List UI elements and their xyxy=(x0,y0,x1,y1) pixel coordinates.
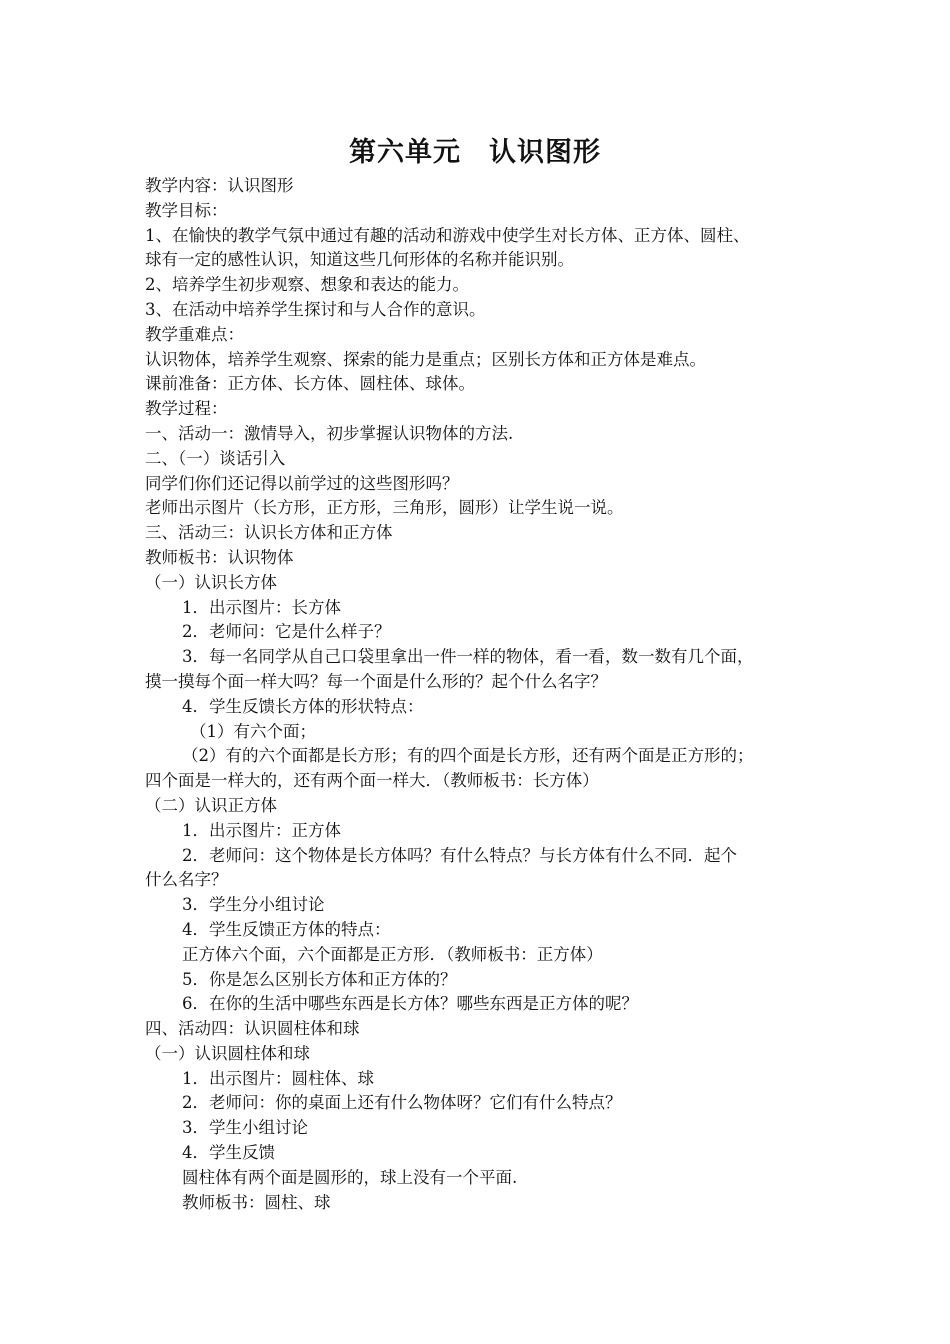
text-line: 教学过程： xyxy=(145,399,228,419)
text-line: 教学目标： xyxy=(145,200,228,220)
text-line: 教学重难点： xyxy=(145,324,244,344)
text-line: 1．出示图片：长方体 xyxy=(182,597,341,617)
text-line: 教学内容：认识图形 xyxy=(145,176,294,195)
text-line: 四个面是一样大的，还有两个面一样大．（教师板书：长方体） xyxy=(145,771,599,791)
section-heading: （一）认识圆柱体和球 xyxy=(145,1043,310,1063)
text-line: 一、活动一：激情导入，初步掌握认识物体的方法. xyxy=(145,423,514,443)
text-line: 3．学生分小组讨论 xyxy=(182,895,325,915)
text-line: （1）有六个面； xyxy=(190,721,316,741)
text-line: 4．学生反馈 xyxy=(182,1143,275,1163)
text-line: 什么名字？ xyxy=(145,870,228,890)
text-line: 4．学生反馈长方体的形状特点： xyxy=(182,696,424,716)
text-line: 2．老师问：它是什么样子？ xyxy=(182,622,391,642)
section-heading: （二）认识正方体 xyxy=(145,795,277,815)
text-line: 同学们你们还记得以前学过的这些图形吗？ xyxy=(145,473,459,493)
text-line: 3．每一名同学从自己口袋里拿出一件一样的物体，看一看，数一数有几个面， xyxy=(182,647,754,667)
text-line: 二、（一）谈话引入 xyxy=(145,448,286,468)
text-line: 四、活动四：认识圆柱体和球 xyxy=(145,1019,360,1039)
text-line: 摸一摸每个面一样大吗？每一个面是什么形的？起个什么名字？ xyxy=(145,671,607,691)
text-line: 教师板书：认识物体 xyxy=(145,547,294,567)
text-line: 老师出示图片（长方形，正方形，三角形，圆形）让学生说一说。 xyxy=(145,498,624,518)
text-line: 三、活动三：认识长方体和正方体 xyxy=(145,523,393,543)
text-line: 2．老师问：你的桌面上还有什么物体呀？它们有什么特点？ xyxy=(182,1093,622,1113)
text-line: 3、在活动中培养学生探讨和与人合作的意识。 xyxy=(145,299,486,319)
text-line: 1．出示图片：正方体 xyxy=(182,820,341,840)
text-line: 5．你是怎么区别长方体和正方体的？ xyxy=(182,969,457,989)
text-line: 认识物体，培养学生观察、探索的能力是重点；区别长方体和正方体是难点。 xyxy=(145,349,706,369)
text-line: 正方体六个面，六个面都是正方形．（教师板书：正方体） xyxy=(182,944,603,964)
text-line: 教师板书：圆柱、球 xyxy=(182,1192,331,1212)
text-line: 1．出示图片：圆柱体、球 xyxy=(182,1068,374,1088)
text-line: （2）有的六个面都是长方形；有的四个面是长方形，还有两个面是正方形的； xyxy=(182,746,754,766)
text-line: 球有一定的感性认识，知道这些几何形体的名称并能识别。 xyxy=(145,250,574,270)
text-line: 4．学生反馈正方体的特点： xyxy=(182,919,391,939)
section-heading: （一）认识长方体 xyxy=(145,572,277,592)
text-line: 课前准备：正方体、长方体、圆柱体、球体。 xyxy=(145,374,475,394)
text-line: 6．在你的生活中哪些东西是长方体？哪些东西是正方体的呢？ xyxy=(182,994,638,1014)
text-line: 1、在愉快的教学气氛中通过有趣的活动和游戏中使学生对长方体、正方体、圆柱、 xyxy=(145,225,750,245)
document-body xyxy=(145,174,815,1215)
text-line: 2、培养学生初步观察、想象和表达的能力。 xyxy=(145,275,469,295)
text-line: 3．学生小组讨论 xyxy=(182,1118,308,1138)
page-title: 第六单元 认识图形 xyxy=(349,137,601,168)
text-line: 圆柱体有两个面是圆形的，球上没有一个平面. xyxy=(182,1167,518,1187)
text-line: 2．老师问：这个物体是长方体吗？有什么特点？与长方体有什么不同．起个 xyxy=(182,845,737,865)
